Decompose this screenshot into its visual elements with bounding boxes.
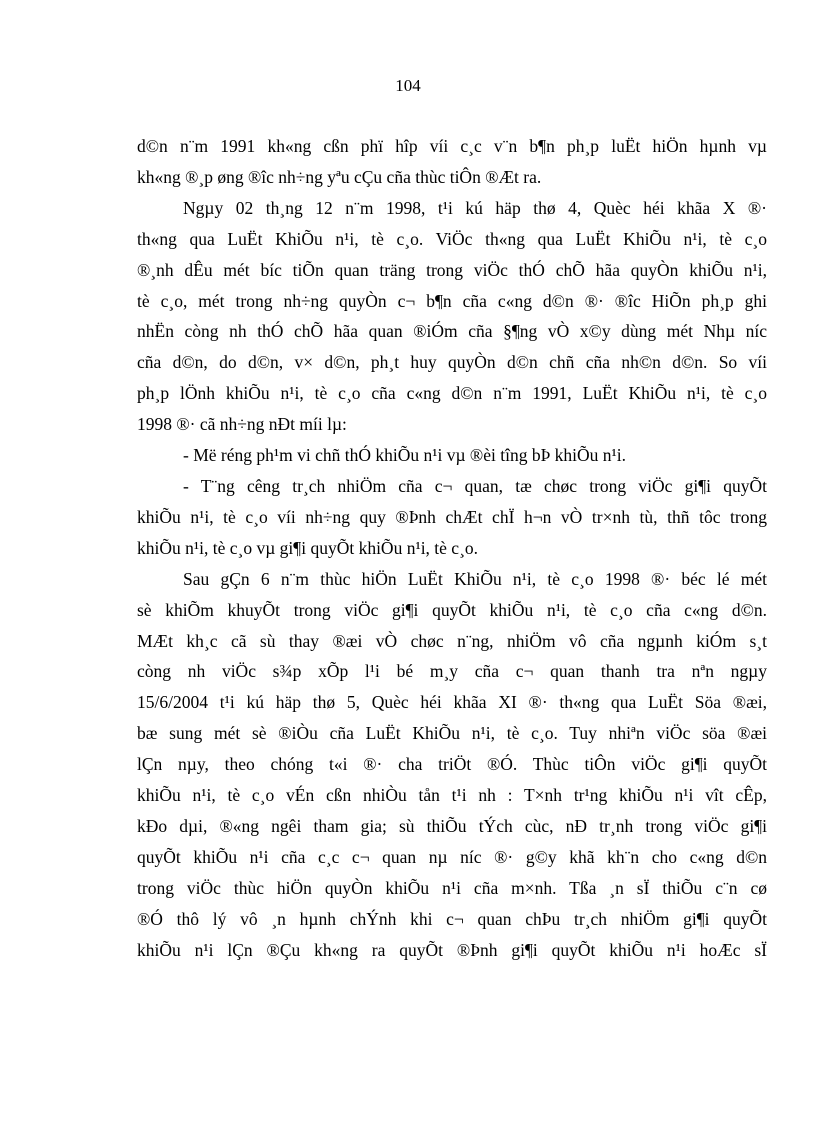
text-line: khiÕu n¹i, tè c¸o víi nh÷ng quy ®Þnh chÆt chÏ h¬n vÒ tr×nh tù, thñ tôc trong [137,506,767,527]
text-line: ph¸p lÖnh khiÕu n¹i, tè c¸o cña c«ng d©n n¨m 1991, LuËt KhiÕu n¹i, tè c¸o [137,383,767,404]
text-line: khiÕu n¹i lÇn ®Çu kh«ng ra quyÕt ®Þnh gi¶i quyÕt khiÕu n¹i hoÆc sÏ [137,939,767,960]
text-line: cña d©n, do d©n, v× d©n, ph¸t huy quyÒn d©n chñ cña nh©n d©n. So víi [137,352,767,373]
text-line: sè khiÕm khuyÕt trong viÖc gi¶i quyÕt khiÕu n¹i, tè c¸o cña c«ng d©n. [137,599,767,620]
text-line: còng nh viÖc s¾p xÕp l¹i bé m¸y cña c¬ quan thanh tra nªn ngµy [137,661,767,682]
text-line: 1998 ®· cã nh÷ng nÐt míi lµ: [137,414,347,435]
text-line: MÆt kh¸c cã sù thay ®æi vÒ chøc n¨ng, nhiÖm vô cña ngµnh kiÓm s¸t [137,630,767,651]
text-line: - Më réng ph¹m vi chñ thÓ khiÕu n¹i vµ ®èi tîng bÞ khiÕu n¹i. [183,445,627,466]
text-line: lÇn nµy, theo chóng t«i ®· cha triÖt ®Ó. Thùc tiÔn viÖc gi¶i quyÕt [137,754,767,775]
text-line: kh«ng ®¸p øng ®îc nh÷ng yªu cÇu cña thùc tiÔn ®Æt ra. [137,166,542,187]
text-line: ®¸nh dÊu mét bíc tiÕn quan träng trong viÖc thÓ chÕ hãa quyÒn khiÕu n¹i, [137,259,767,280]
text-line: nhËn còng nh thÓ chÕ hãa quan ®iÓm cña §¶ng vÒ x©y dùng mét Nhµ níc [137,321,767,342]
text-line: khiÕu n¹i, tè c¸o vÉn cßn nhiÒu tån t¹i nh : T×nh tr¹ng khiÕu n¹i vît cÊp, [137,785,767,806]
text-line: ®Ó thô lý vô ¸n hµnh chÝnh khi c¬ quan chÞu tr¸ch nhiÖm gi¶i quyÕt [137,908,767,929]
text-line: th«ng qua LuËt KhiÕu n¹i, tè c¸o. ViÖc th«ng qua LuËt KhiÕu n¹i, tè c¸o [137,228,767,249]
text-line: Ngµy 02 th¸ng 12 n¨m 1998, t¹i kú häp thø 4, Quèc héi khãa X ®· [183,197,767,218]
text-line: trong viÖc thùc hiÖn quyÒn khiÕu n¹i cña m×nh. Tßa ¸n sÏ thiÕu c¨n cø [137,877,767,898]
text-line: kÐo dµi, ®«ng ngêi tham gia; sù thiÕu tÝch cùc, nÐ tr¸nh trong viÖc gi¶i [137,815,767,836]
text-line: Sau gÇn 6 n¨m thùc hiÖn LuËt KhiÕu n¹i, tè c¸o 1998 ®· béc lé mét [183,568,767,589]
text-line: quyÕt khiÕu n¹i cña c¸c c¬ quan nµ níc ®· g©y khã kh¨n cho c«ng d©n [137,846,767,867]
body-text [137,131,767,965]
text-line: khiÕu n¹i, tè c¸o vµ gi¶i quyÕt khiÕu n¹i, tè c¸o. [137,537,479,558]
text-line: 15/6/2004 t¹i kú häp thø 5, Quèc héi khãa XI ®· th«ng qua LuËt Söa ®æi, [137,692,767,713]
text-line: bæ sung mét sè ®iÒu cña LuËt KhiÕu n¹i, tè c¸o. Tuy nhiªn viÖc söa ®æi [137,723,767,744]
page-number: 104 [395,76,421,95]
text-line: tè c¸o, mét trong nh÷ng quyÒn c¬ b¶n cña c«ng d©n ®· ®îc HiÕn ph¸p ghi [137,290,767,311]
text-line: - T¨ng cêng tr¸ch nhiÖm cña c¬ quan, tæ chøc trong viÖc gi¶i quyÕt [183,475,767,496]
text-line: d©n n¨m 1991 kh«ng cßn phï hîp víi c¸c v¨n b¶n ph¸p luËt hiÖn hµnh vµ [137,136,767,156]
